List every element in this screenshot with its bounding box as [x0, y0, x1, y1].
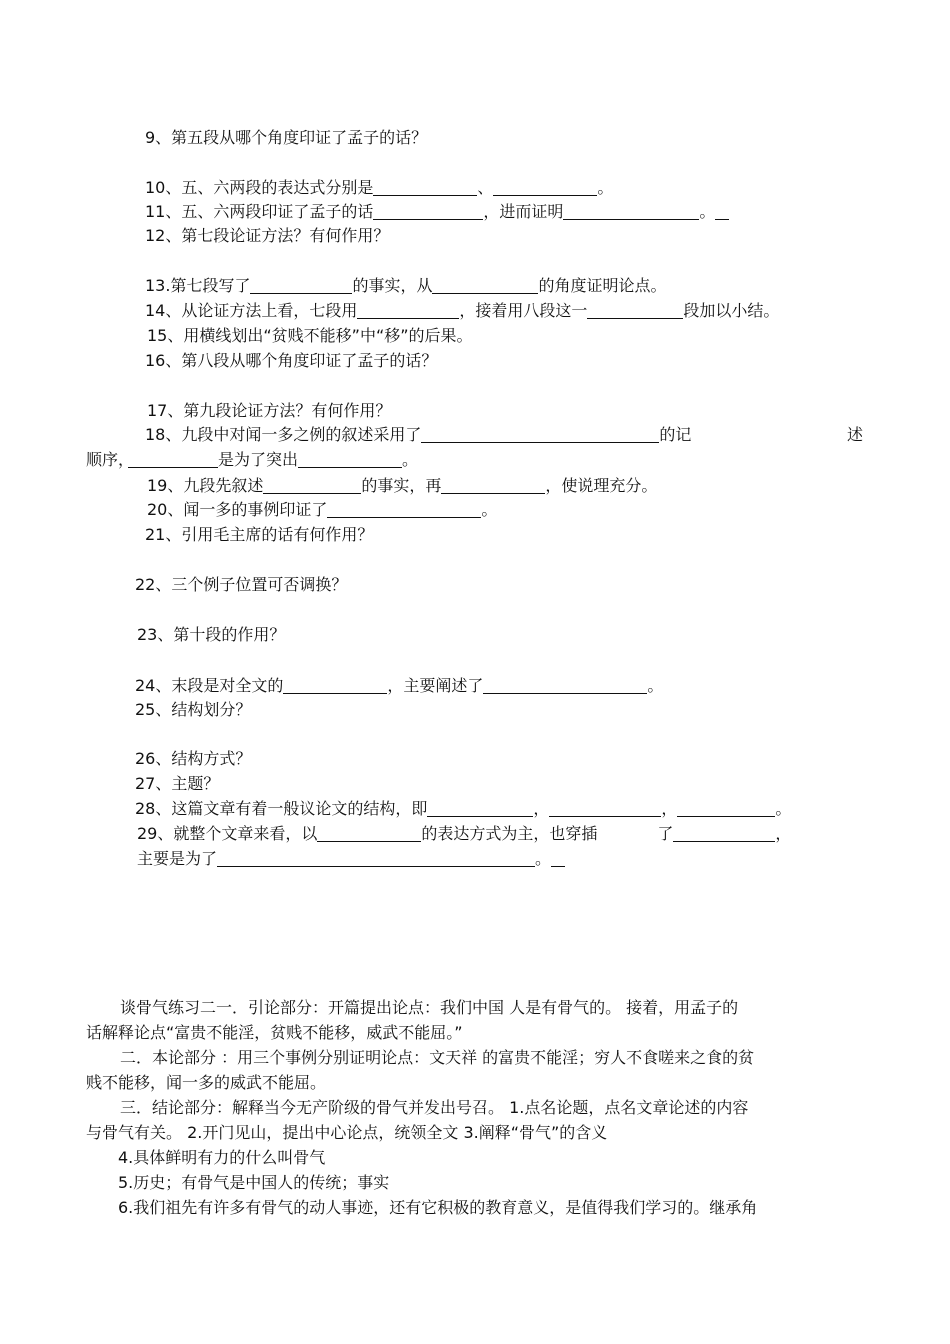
answer-blank [298, 451, 402, 468]
question-28: 28、这篇文章有着一般议论文的结构，即 ， ， 。 [135, 799, 792, 818]
answer-paragraph-1-line-2: 话解释论点“富贵不能淫，贫贱不能移，威武不能屈。” [86, 1023, 463, 1042]
answer-blank [441, 477, 545, 494]
answer-blank [317, 825, 421, 842]
answer-paragraph-3-line-2: 与骨气有关。 2.开门见山，提出中心论点，统领全文 3.阐释“骨气”的含义 [86, 1123, 608, 1142]
question-12: 12、第七段论证方法？有何作用？ [145, 226, 390, 245]
question-27: 27、主题？ [135, 774, 220, 793]
answer-blank [677, 800, 775, 817]
question-18: 18、九段中对闻一多之例的叙述采用了 的记 述 [145, 425, 863, 444]
question-text: 9、第五段从哪个角度印证了孟子的话？ [145, 128, 428, 147]
answer-blank [250, 277, 352, 294]
answer-paragraph-1-line-1: 谈骨气练习二一．引论部分：开篇提出论点：我们中国 人是有骨气的。 接着，用孟子的 [120, 998, 739, 1017]
question-22: 22、三个例子位置可否调换？ [135, 575, 348, 594]
answer-blank [263, 477, 361, 494]
answer-blank [483, 677, 647, 694]
question-26: 26、结构方式？ [135, 749, 252, 768]
answer-item-5: 5.历史；有骨气是中国人的传统；事实 [118, 1173, 390, 1192]
answer-blank [549, 800, 661, 817]
answer-blank [128, 451, 218, 468]
question-14: 14、从论证方法上看，七段用 ，接着用八段这一 段加以小结。 [145, 301, 780, 320]
question-18-continued: 顺序， 是为了突出 。 [86, 450, 419, 469]
question-23: 23、第十段的作用？ [137, 625, 286, 644]
answer-item-6: 6.我们祖先有许多有骨气的动人事迹，还有它积极的教育意义，是值得我们学习的。继承角 [118, 1198, 758, 1217]
answer-paragraph-3-line-1: 三．结论部分：解释当今无产阶级的骨气并发出号召。 1.点名论题，点名文章论述的内容 [120, 1098, 749, 1117]
answer-blank [551, 850, 565, 867]
question-29-continued: 主要是为了 。 [137, 848, 565, 870]
answer-item-4: 4.具体鲜明有力的什么叫骨气 [118, 1148, 326, 1167]
question-15: 15、用横线划出“贫贱不能移”中“移”的后果。 [147, 326, 473, 345]
answer-blank [327, 501, 481, 518]
answer-blank [283, 677, 387, 694]
question-9 [145, 127, 427, 149]
question-19: 19、九段先叙述 的事实，再 ，使说理充分。 [147, 476, 658, 495]
answer-blank [587, 302, 683, 319]
answer-blank [432, 277, 538, 294]
answer-blank [493, 179, 597, 196]
question-29: 29、就整个文章来看，以 的表达方式为主，也穿插 了 ， [137, 824, 792, 843]
question-13: 13.第七段写了 的事实，从 的角度证明论点。 [145, 276, 667, 295]
question-25: 25、结构划分？ [135, 700, 252, 719]
answer-blank [373, 203, 483, 220]
answer-paragraph-2-line-1: 二．本论部分 ：用三个事例分别证明论点：文天祥 的富贵不能淫；穷人不食嗟来之食的贫 [120, 1048, 755, 1067]
answer-blank [563, 203, 699, 220]
answer-blank [427, 800, 533, 817]
question-17: 17、第九段论证方法？有何作用？ [147, 401, 392, 420]
question-21: 21、引用毛主席的话有何作用？ [145, 525, 374, 544]
answer-paragraph-2-line-2: 贱不能移，闻一多的威武不能屈。 [86, 1073, 327, 1092]
answer-blank [673, 825, 775, 842]
answer-blank [217, 850, 535, 867]
answer-blank [357, 302, 459, 319]
answer-blank [421, 426, 659, 443]
answer-blank [373, 179, 477, 196]
answer-blank [715, 203, 729, 220]
question-24: 24、末段是对全文的 ，主要阐述了 。 [135, 676, 664, 695]
question-20: 20、闻一多的事例印证了 。 [147, 500, 498, 519]
question-10: 10、五、六两段的表达式分别是 、 。 [145, 178, 614, 197]
question-11: 11、五、六两段印证了孟子的话 ，进而证明 。 [145, 201, 729, 223]
question-16: 16、第八段从哪个角度印证了孟子的话？ [145, 351, 438, 370]
